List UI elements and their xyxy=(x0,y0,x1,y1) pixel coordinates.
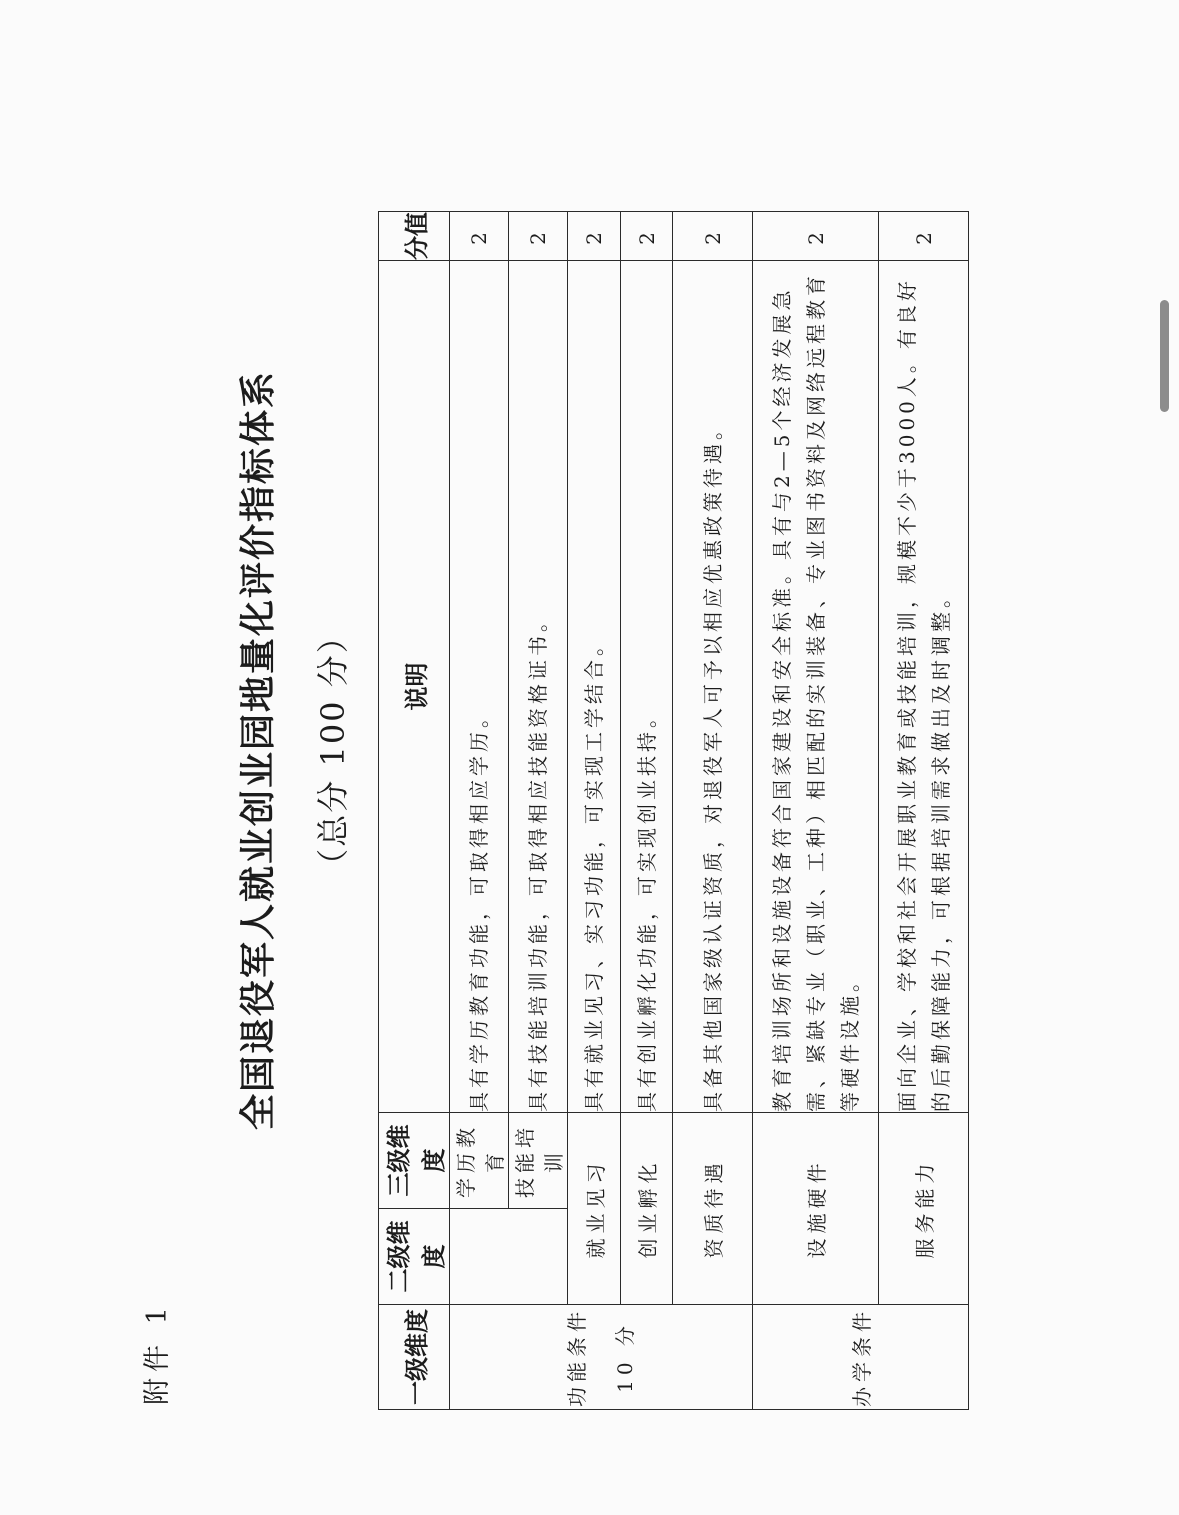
header-level1: 一级维度 xyxy=(379,1305,450,1410)
table-row xyxy=(621,212,673,1410)
level3-cell: 学历教育 xyxy=(450,1113,509,1209)
description-cell: 具有就业见习、实习功能，可实现工学结合。 xyxy=(568,261,621,1113)
level2-3-cell: 资质待遇 xyxy=(673,1113,753,1305)
level2-3-cell: 创业孵化 xyxy=(621,1113,673,1305)
level2-cell xyxy=(450,1209,568,1305)
description-cell: 具有技能培训功能，可取得相应技能资格证书。 xyxy=(509,261,568,1113)
header-description: 说明 xyxy=(379,261,450,1113)
header-score: 分值 xyxy=(379,212,450,261)
score-cell: 2 xyxy=(621,212,673,261)
description-cell: 面向企业、学校和社会开展职业教育或技能培训，规模不少于3000人。有良好的后勤保障能力，可根据培训需求做出及时调整。 xyxy=(879,261,969,1113)
level2-3-cell: 就业见习 xyxy=(568,1113,621,1305)
table-row xyxy=(879,212,969,1410)
level1-group-school: 办学条件 xyxy=(753,1305,969,1410)
evaluation-table xyxy=(378,211,969,1410)
rotated-page-content xyxy=(80,50,1080,1450)
description-cell: 具备其他国家级认证资质，对退役军人可予以相应优惠政策待遇。 xyxy=(673,261,753,1113)
table-row xyxy=(673,212,753,1410)
table-header-row xyxy=(379,212,450,1410)
description-cell: 具有创业孵化功能，可实现创业扶持。 xyxy=(621,261,673,1113)
score-cell: 2 xyxy=(753,212,879,261)
group-points: 10 分 xyxy=(613,1321,637,1393)
description-cell: 教育培训场所和设施设备符合国家建设和安全标准。具有与2—5个经济发展急需、紧缺专业（职业、工种）相匹配的实训装备、专业图书资料及网络远程教育等硬件设施。 xyxy=(753,261,879,1113)
level2-3-cell: 设施硬件 xyxy=(753,1113,879,1305)
table-row xyxy=(450,212,509,1410)
level1-group-function xyxy=(450,1305,753,1410)
group-name: 功能条件 xyxy=(565,1307,589,1407)
score-cell: 2 xyxy=(879,212,969,261)
vertical-scrollbar[interactable] xyxy=(1160,300,1169,412)
page-title: 全国退役军人就业创业园地量化评价指标体系 xyxy=(237,370,279,1131)
table-row xyxy=(568,212,621,1410)
level2-3-cell: 服务能力 xyxy=(879,1113,969,1305)
level3-cell: 技能培训 xyxy=(509,1113,568,1209)
score-cell: 2 xyxy=(568,212,621,261)
header-level3: 三级维度 xyxy=(379,1113,450,1209)
attachment-label: 附件 1 xyxy=(142,1301,173,1405)
header-level2: 二级维度 xyxy=(379,1209,450,1305)
table-row xyxy=(753,212,879,1410)
score-cell: 2 xyxy=(450,212,509,261)
score-cell: 2 xyxy=(673,212,753,261)
score-cell: 2 xyxy=(509,212,568,261)
description-cell: 具有学历教育功能，可取得相应学历。 xyxy=(450,261,509,1113)
page-subtitle: （总分 100 分） xyxy=(314,619,352,881)
